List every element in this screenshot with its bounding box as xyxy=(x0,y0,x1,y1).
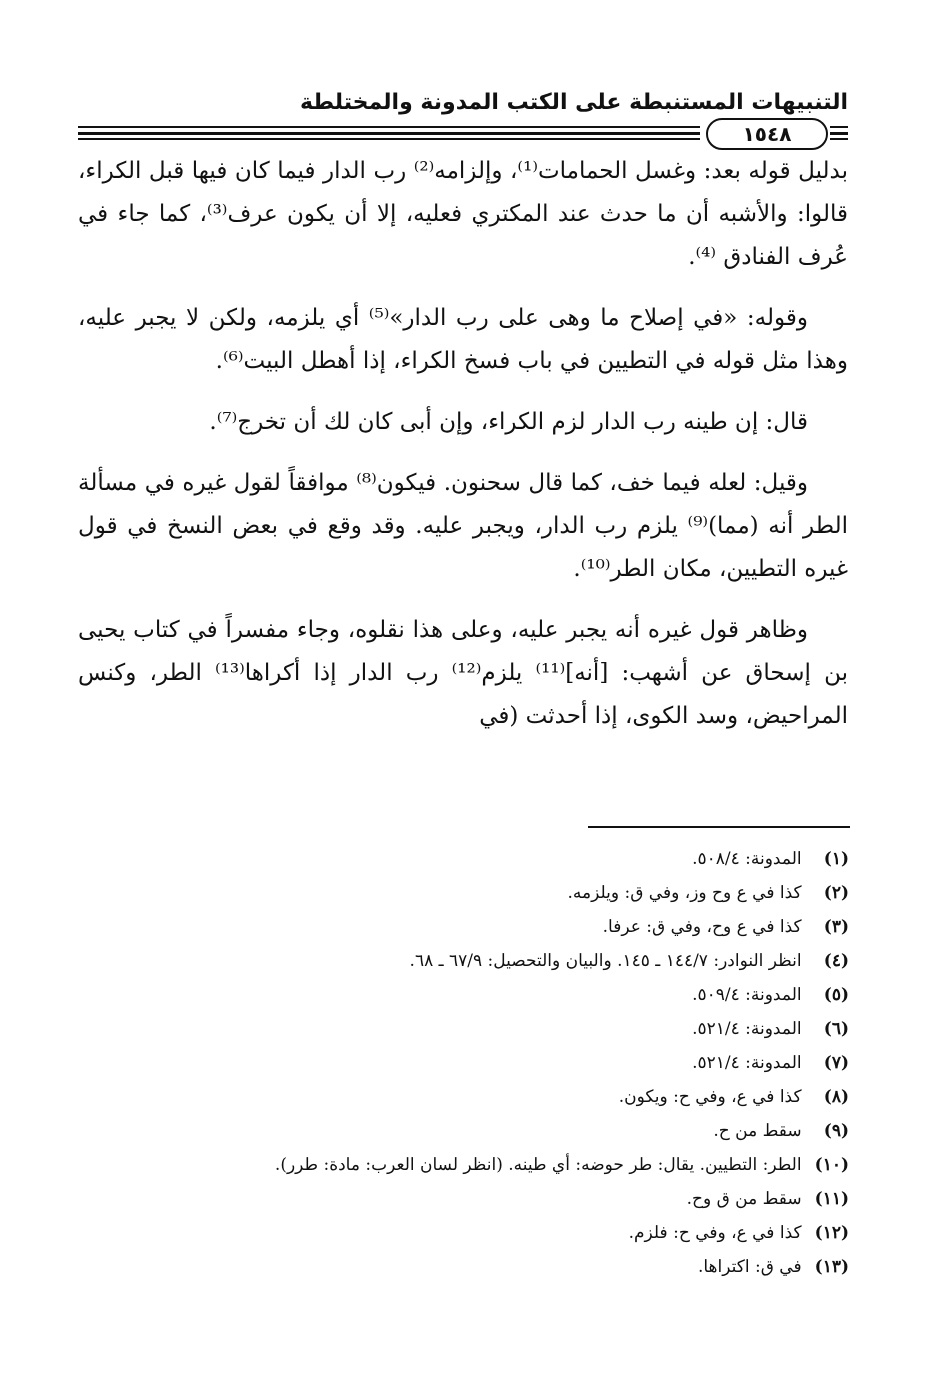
header-rule xyxy=(78,126,700,128)
footnote-number: (٣) xyxy=(823,917,849,937)
header-rule xyxy=(830,126,848,128)
footnote xyxy=(149,910,849,944)
footnote-number: (٦) xyxy=(823,1019,849,1039)
footnote xyxy=(149,978,849,1012)
page-header xyxy=(78,84,848,144)
footnote-text: سقط من ق وح. xyxy=(686,1189,802,1209)
footnote-number: (٨) xyxy=(823,1087,849,1107)
page-number: ١٥٤٨ xyxy=(706,118,828,150)
paragraph: وقوله: «في إصلاح ما وهى على رب الدار»⁽⁵⁾ أي يلزمه، ولكن لا يجبر عليه، وهذا مثل قوله في التطيين في باب فسخ الكراء، إذا أهطل البيت⁽⁶⁾. xyxy=(78,305,848,374)
footnote-text: كذا في ع وح وز، وفي ق: ويلزمه. xyxy=(567,883,802,903)
footnote xyxy=(149,1046,849,1080)
footnote-separator xyxy=(588,826,850,828)
footnote xyxy=(149,1012,849,1046)
footnote-number: (١) xyxy=(823,849,849,869)
footnote-text: في ق: اكتراها. xyxy=(697,1257,802,1277)
footnote-number: (٥) xyxy=(823,985,849,1005)
footnote xyxy=(149,1080,849,1114)
header-rule xyxy=(830,132,848,135)
footnote-number: (٢) xyxy=(823,883,849,903)
footnote-text: كذا في ع، وفي ح: ويكون. xyxy=(618,1087,802,1107)
footnote-number: (٤) xyxy=(823,951,849,971)
footnote-text: الطر: التطيين. يقال: طر حوضه: أي طينه. (انظر لسان العرب: مادة: طرر). xyxy=(274,1155,802,1175)
footnote-text: المدونة: ٥٠٨/٤. xyxy=(692,849,802,869)
footnote-text: كذا في ع، وفي ح: فلزم. xyxy=(628,1223,802,1243)
footnote-text: المدونة: ٥٢١/٤. xyxy=(692,1019,802,1039)
header-rule xyxy=(830,138,848,140)
footnote xyxy=(149,1216,849,1250)
footnotes xyxy=(149,842,849,1284)
footnote xyxy=(149,1148,849,1182)
footnote-number: (٩) xyxy=(823,1121,849,1141)
footnote-text: انظر النوادر: ١٤٤/٧ ـ ١٤٥. والبيان والتحصيل: ٦٧/٩ ـ ٦٨. xyxy=(409,951,802,971)
footnote-number: (١٠) xyxy=(814,1155,849,1175)
footnote-number: (١٣) xyxy=(814,1257,849,1277)
paragraph: وقيل: لعله فيما خف، كما قال سحنون. فيكون⁽⁸⁾ موافقاً لقول غيره في مسألة الطر أنه (مما)⁽⁹⁾ يلزم رب الدار، ويجبر عليه. وقد وقع في بعض النسخ في قول غيره التطيين، مكان الطر⁽¹⁰⁾. xyxy=(78,470,849,582)
running-title: التنبيهات المستنبطة على الكتب المدونة والمختلطة xyxy=(299,90,848,115)
paragraph: قال: إن طينه رب الدار لزم الكراء، وإن أبى كان لك أن تخرج⁽⁷⁾. xyxy=(209,409,808,435)
footnote-text: المدونة: ٥٢١/٤. xyxy=(692,1053,802,1073)
main-text xyxy=(78,150,848,756)
footnote xyxy=(149,1182,849,1216)
footnote-text: المدونة: ٥٠٩/٤. xyxy=(692,985,802,1005)
footnote-text: كذا في ع وح، وفي ق: عرفا. xyxy=(602,917,802,937)
footnote-number: (١١) xyxy=(814,1189,849,1209)
header-rule xyxy=(78,138,700,140)
paragraph: وظاهر قول غيره أنه يجبر عليه، وعلى هذا نقلوه، وجاء مفسراً في كتاب يحيى بن إسحاق عن أشهب: [أنه]⁽¹¹⁾ يلزم⁽¹²⁾ رب الدار إذا أكراها⁽¹³⁾ الطر، وكنس المراحيض، وسد الكوى، إذا أحدثت (في xyxy=(78,617,848,729)
footnote-number: (٧) xyxy=(823,1053,849,1073)
header-rule xyxy=(78,132,700,135)
footnote-number: (١٢) xyxy=(814,1223,849,1243)
footnote xyxy=(149,1114,849,1148)
footnote xyxy=(149,944,849,978)
footnote xyxy=(149,876,849,910)
paragraph: بدليل قوله بعد: وغسل الحمامات⁽¹⁾، وإلزامه⁽²⁾ رب الدار فيما كان فيها قبل الكراء، قالوا: والأشبه أن ما حدث عند المكتري فعليه، إلا أن يكون عرف⁽³⁾، كما جاء في عُرف الفنادق ⁽⁴⁾. xyxy=(78,158,848,270)
footnote-text: سقط من ح. xyxy=(713,1121,802,1141)
footnote xyxy=(149,842,849,876)
footnote xyxy=(149,1250,849,1284)
